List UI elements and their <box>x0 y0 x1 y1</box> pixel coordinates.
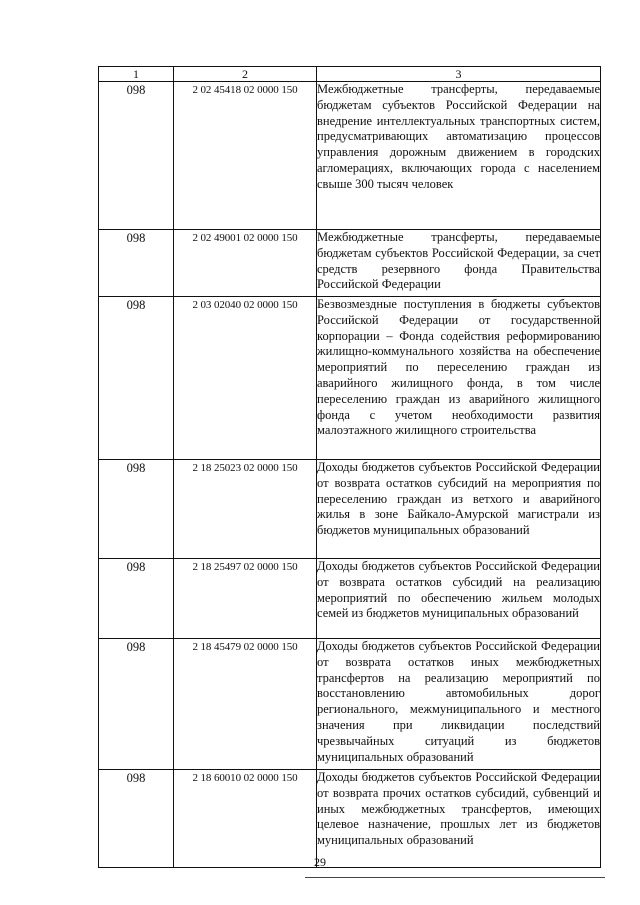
budget-classification-code: 2 18 45479 02 0000 150 <box>174 639 317 770</box>
income-description: Безвозмездные поступления в бюджеты субъектов Российской Федерации от государственной корпорации – Фонда содействия реформированию жилищно-коммунального хозяйства на обеспечение мероприятий по переселению граждан из аварийного жилищного фонда, в том числе переселению граждан из аварийного жилищного фонда с учетом необходимости развития малоэтажного жилищного строительства <box>317 297 601 460</box>
administrator-code: 098 <box>99 297 174 460</box>
table-row <box>99 770 601 868</box>
table-row <box>99 460 601 559</box>
administrator-code: 098 <box>99 82 174 230</box>
income-description: Доходы бюджетов субъектов Российской Федерации от возврата прочих остатков субсидий, субвенций и иных межбюджетных трансфертов, имеющих целевое назначение, прошлых лет из бюджетов муниципальных образований <box>317 770 601 868</box>
income-description: Межбюджетные трансферты, передаваемые бюджетам субъектов Российской Федерации, за счет средств резервного фонда Правительства Российской Федерации <box>317 230 601 297</box>
administrator-code: 098 <box>99 639 174 770</box>
budget-classification-code: 2 02 49001 02 0000 150 <box>174 230 317 297</box>
header-col-1: 1 <box>99 67 174 82</box>
budget-classification-code: 2 18 60010 02 0000 150 <box>174 770 317 868</box>
table-row <box>99 297 601 460</box>
administrator-code: 098 <box>99 770 174 868</box>
budget-classification-code: 2 02 45418 02 0000 150 <box>174 82 317 230</box>
budget-classification-code: 2 03 02040 02 0000 150 <box>174 297 317 460</box>
table-row <box>99 230 601 297</box>
income-description: Межбюджетные трансферты, передаваемые бюджетам субъектов Российской Федерации на внедрение интеллектуальных транспортных систем, предусматривающих автоматизацию процессов управления дорожным движением в городских агломерациях, включающих города с населением свыше 300 тысяч человек <box>317 82 601 230</box>
administrator-code: 098 <box>99 559 174 639</box>
footer-divider <box>305 877 605 878</box>
budget-classification-code: 2 18 25023 02 0000 150 <box>174 460 317 559</box>
income-description: Доходы бюджетов субъектов Российской Федерации от возврата остатков иных межбюджетных трансфертов на реализацию мероприятий по восстановлению автомобильных дорог регионального, межмуниципального и местного значения при ликвидации последствий чрезвычайных ситуаций из бюджетов муниципальных образований <box>317 639 601 770</box>
table-row <box>99 639 601 770</box>
budget-codes-table <box>98 66 601 868</box>
budget-classification-code: 2 18 25497 02 0000 150 <box>174 559 317 639</box>
income-description: Доходы бюджетов субъектов Российской Федерации от возврата остатков субсидий на мероприятия по переселению граждан из ветхого и аварийного жилья в зоне Байкало-Амурской магистрали из бюджетов муниципальных образований <box>317 460 601 559</box>
administrator-code: 098 <box>99 460 174 559</box>
table-header-row <box>99 67 601 82</box>
table-row <box>99 82 601 230</box>
table-row <box>99 559 601 639</box>
administrator-code: 098 <box>99 230 174 297</box>
header-col-2: 2 <box>174 67 317 82</box>
header-col-3: 3 <box>317 67 601 82</box>
page-number: 29 <box>314 855 326 869</box>
income-description: Доходы бюджетов субъектов Российской Федерации от возврата остатков субсидий на реализацию мероприятий по обеспечению жильем молодых семей из бюджетов муниципальных образований <box>317 559 601 639</box>
